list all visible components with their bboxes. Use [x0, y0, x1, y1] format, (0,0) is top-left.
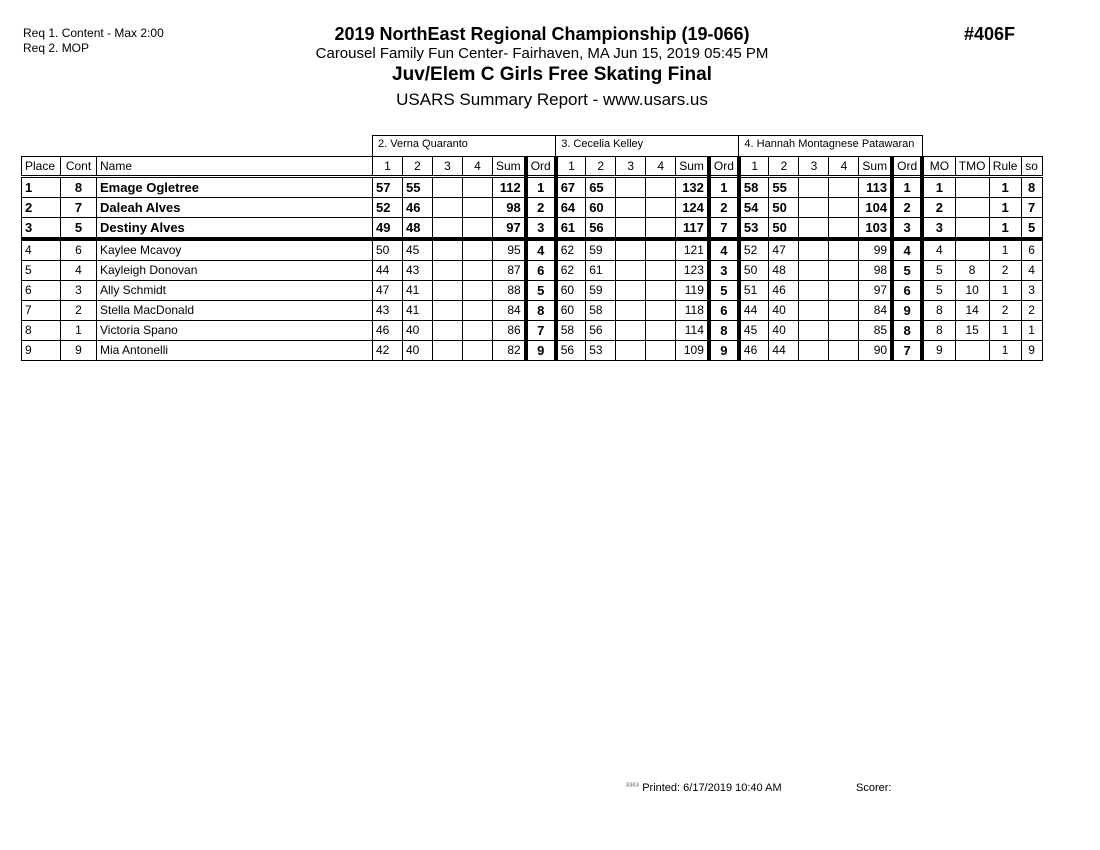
judge-2-score-3-cell	[616, 301, 646, 321]
results-table	[21, 135, 1043, 361]
judge-3-score-1-cell: 51	[739, 281, 769, 301]
judge-3-ordinal-cell: 6	[892, 281, 922, 301]
judge-2-ordinal-cell: 3	[709, 261, 739, 281]
judge-3-sum-cell: 113	[859, 177, 892, 198]
contestant-number-cell: 4	[61, 261, 97, 281]
judge-3-sum-cell: 104	[859, 198, 892, 218]
judge-2-score-3-cell	[616, 218, 646, 240]
judge-1-ordinal-cell: 7	[526, 321, 556, 341]
judge-3-score-1-cell: 52	[739, 239, 769, 261]
venue-date: Carousel Family Fun Center- Fairhaven, MA Jun 15, 2019 05:45 PM	[315, 45, 769, 62]
judge-2-score-3-cell	[616, 321, 646, 341]
judge-2-ordinal-cell: 5	[709, 281, 739, 301]
skater-name-cell: Emage Ogletree	[97, 177, 373, 198]
judge-1-score-3-cell	[433, 218, 463, 240]
judge-3-ordinal-cell: 2	[892, 198, 922, 218]
so-cell: 7	[1021, 198, 1042, 218]
place-cell: 8	[22, 321, 61, 341]
col-j1-3: 3	[433, 157, 463, 177]
judge-2-score-1-cell: 64	[556, 198, 586, 218]
tiny-code: 3303	[626, 782, 640, 789]
mo-cell: 5	[922, 261, 955, 281]
judge-3-sum-cell: 98	[859, 261, 892, 281]
table-row	[22, 281, 1043, 301]
mo-cell: 9	[922, 341, 955, 361]
judge-3-score-2-cell: 40	[769, 301, 799, 321]
judge-2-ordinal-cell: 1	[709, 177, 739, 198]
contestant-number-cell: 6	[61, 239, 97, 261]
judge-3-score-1-cell: 53	[739, 218, 769, 240]
so-cell: 5	[1021, 218, 1042, 240]
col-j1-sum: Sum	[493, 157, 526, 177]
judge-3-score-3-cell	[799, 177, 829, 198]
judge-1-score-2-cell: 45	[403, 239, 433, 261]
judge-2-score-4-cell	[646, 261, 676, 281]
col-tmo: TMO	[955, 157, 989, 177]
judge-1-score-4-cell	[463, 341, 493, 361]
judge-2-score-2-cell: 56	[586, 321, 616, 341]
judge-1-score-2-cell: 40	[403, 341, 433, 361]
judge-3-score-4-cell	[829, 198, 859, 218]
so-cell: 1	[1021, 321, 1042, 341]
place-cell: 2	[22, 198, 61, 218]
judge-3-ordinal-cell: 9	[892, 301, 922, 321]
judge-2-score-2-cell: 60	[586, 198, 616, 218]
judge-2-score-4-cell	[646, 321, 676, 341]
judge-1-score-1-cell: 49	[373, 218, 403, 240]
contestant-number-cell: 9	[61, 341, 97, 361]
judge-2-score-1-cell: 61	[556, 218, 586, 240]
place-cell: 5	[22, 261, 61, 281]
judge-3-score-3-cell	[799, 239, 829, 261]
requirement-1: Req 1. Content - Max 2:00	[23, 26, 164, 40]
judge-2-score-2-cell: 59	[586, 281, 616, 301]
skater-name-cell: Victoria Spano	[97, 321, 373, 341]
judge-1-score-3-cell	[433, 198, 463, 218]
judge-2-score-4-cell	[646, 341, 676, 361]
judge-2-score-2-cell: 58	[586, 301, 616, 321]
column-header-row	[22, 157, 1043, 177]
requirement-2: Req 2. MOP	[23, 41, 90, 55]
place-cell: 6	[22, 281, 61, 301]
judge-2-score-3-cell	[616, 177, 646, 198]
judge-3-sum-cell: 99	[859, 239, 892, 261]
tmo-cell	[955, 218, 989, 240]
rule-cell: 1	[989, 341, 1021, 361]
mo-cell: 2	[922, 198, 955, 218]
place-cell: 9	[22, 341, 61, 361]
judge-3-score-2-cell: 50	[769, 218, 799, 240]
judge-1-ordinal-cell: 5	[526, 281, 556, 301]
judge-3-score-1-cell: 44	[739, 301, 769, 321]
contestant-number-cell: 5	[61, 218, 97, 240]
table-row	[22, 301, 1043, 321]
mo-cell: 1	[922, 177, 955, 198]
judge-1-score-3-cell	[433, 261, 463, 281]
judge-3-score-2-cell: 44	[769, 341, 799, 361]
col-j1-1: 1	[373, 157, 403, 177]
judge-1-score-1-cell: 47	[373, 281, 403, 301]
judge-3-score-4-cell	[829, 321, 859, 341]
place-cell: 7	[22, 301, 61, 321]
judge-2-sum-cell: 123	[676, 261, 709, 281]
judge-3-score-4-cell	[829, 281, 859, 301]
col-j1-4: 4	[463, 157, 493, 177]
tmo-cell	[955, 177, 989, 198]
judge-1-score-4-cell	[463, 239, 493, 261]
judge-header-1: 2. Verna Quaranto	[373, 136, 556, 157]
judge-2-sum-cell: 132	[676, 177, 709, 198]
judge-3-score-2-cell: 46	[769, 281, 799, 301]
judge-2-score-4-cell	[646, 177, 676, 198]
judge-3-score-1-cell: 58	[739, 177, 769, 198]
judge-2-score-1-cell: 56	[556, 341, 586, 361]
judge-3-score-2-cell: 48	[769, 261, 799, 281]
judge-2-score-3-cell	[616, 198, 646, 218]
col-rule: Rule	[989, 157, 1021, 177]
event-code: #406F	[964, 24, 1016, 44]
judge-2-ordinal-cell: 7	[709, 218, 739, 240]
judge-1-score-1-cell: 43	[373, 301, 403, 321]
skater-name-cell: Ally Schmidt	[97, 281, 373, 301]
judge-1-sum-cell: 82	[493, 341, 526, 361]
judge-1-sum-cell: 86	[493, 321, 526, 341]
so-cell: 2	[1021, 301, 1042, 321]
judge-3-sum-cell: 90	[859, 341, 892, 361]
so-cell: 6	[1021, 239, 1042, 261]
judge-3-score-2-cell: 55	[769, 177, 799, 198]
judge-3-ordinal-cell: 4	[892, 239, 922, 261]
judge-1-score-3-cell	[433, 341, 463, 361]
col-j3-1: 1	[739, 157, 769, 177]
judge-1-ordinal-cell: 8	[526, 301, 556, 321]
so-cell: 3	[1021, 281, 1042, 301]
judge-3-score-4-cell	[829, 177, 859, 198]
tmo-cell	[955, 239, 989, 261]
judge-2-sum-cell: 121	[676, 239, 709, 261]
tmo-cell: 15	[955, 321, 989, 341]
place-cell: 3	[22, 218, 61, 240]
skater-name-cell: Kayleigh Donovan	[97, 261, 373, 281]
table-row	[22, 261, 1043, 281]
col-j2-ord: Ord	[709, 157, 739, 177]
judge-3-score-3-cell	[799, 198, 829, 218]
table-row	[22, 341, 1043, 361]
judge-2-score-4-cell	[646, 239, 676, 261]
judge-3-sum-cell: 84	[859, 301, 892, 321]
judge-2-score-4-cell	[646, 281, 676, 301]
col-j2-2: 2	[586, 157, 616, 177]
judge-1-score-2-cell: 48	[403, 218, 433, 240]
col-name: Name	[97, 157, 373, 177]
judge-2-score-1-cell: 60	[556, 281, 586, 301]
judge-1-ordinal-cell: 2	[526, 198, 556, 218]
judge-2-sum-cell: 124	[676, 198, 709, 218]
judge-1-score-3-cell	[433, 239, 463, 261]
judge-2-score-3-cell	[616, 261, 646, 281]
judge-1-score-1-cell: 42	[373, 341, 403, 361]
printed-timestamp: Printed: 6/17/2019 10:40 AM	[642, 782, 782, 794]
table-row	[22, 218, 1043, 240]
col-place: Place	[22, 157, 61, 177]
contestant-number-cell: 3	[61, 281, 97, 301]
judge-2-sum-cell: 114	[676, 321, 709, 341]
judge-1-score-3-cell	[433, 301, 463, 321]
judge-1-sum-cell: 98	[493, 198, 526, 218]
report-title: USARS Summary Report - www.usars.us	[396, 90, 708, 109]
judge-1-score-1-cell: 50	[373, 239, 403, 261]
judge-1-score-2-cell: 41	[403, 281, 433, 301]
judge-1-score-2-cell: 55	[403, 177, 433, 198]
judge-3-score-4-cell	[829, 218, 859, 240]
col-j3-2: 2	[769, 157, 799, 177]
judge-3-ordinal-cell: 3	[892, 218, 922, 240]
table-row	[22, 321, 1043, 341]
tmo-cell: 8	[955, 261, 989, 281]
judge-3-score-4-cell	[829, 261, 859, 281]
judge-2-score-2-cell: 59	[586, 239, 616, 261]
judge-2-ordinal-cell: 9	[709, 341, 739, 361]
judge-1-sum-cell: 95	[493, 239, 526, 261]
judge-3-ordinal-cell: 1	[892, 177, 922, 198]
judge-1-sum-cell: 87	[493, 261, 526, 281]
competition-title: 2019 NorthEast Regional Championship (19-066)	[334, 24, 750, 44]
rule-cell: 1	[989, 218, 1021, 240]
judge-2-score-2-cell: 53	[586, 341, 616, 361]
judge-3-score-1-cell: 54	[739, 198, 769, 218]
judge-3-score-1-cell: 50	[739, 261, 769, 281]
judge-3-score-1-cell: 45	[739, 321, 769, 341]
so-cell: 9	[1021, 341, 1042, 361]
skater-name-cell: Kaylee Mcavoy	[97, 239, 373, 261]
judge-3-score-4-cell	[829, 341, 859, 361]
judge-3-score-4-cell	[829, 301, 859, 321]
tmo-cell	[955, 198, 989, 218]
skater-name-cell: Destiny Alves	[97, 218, 373, 240]
judge-2-ordinal-cell: 6	[709, 301, 739, 321]
contestant-number-cell: 8	[61, 177, 97, 198]
judge-1-score-2-cell: 43	[403, 261, 433, 281]
judge-3-score-3-cell	[799, 341, 829, 361]
judge-2-score-3-cell	[616, 239, 646, 261]
skater-name-cell: Daleah Alves	[97, 198, 373, 218]
table-row	[22, 198, 1043, 218]
rule-cell: 2	[989, 301, 1021, 321]
table-row	[22, 239, 1043, 261]
judge-1-score-1-cell: 46	[373, 321, 403, 341]
judge-1-score-1-cell: 52	[373, 198, 403, 218]
col-so: so	[1021, 157, 1042, 177]
judge-2-score-1-cell: 60	[556, 301, 586, 321]
judge-1-score-4-cell	[463, 198, 493, 218]
judge-1-sum-cell: 84	[493, 301, 526, 321]
col-j2-1: 1	[556, 157, 586, 177]
col-j3-sum: Sum	[859, 157, 892, 177]
judge-1-score-3-cell	[433, 177, 463, 198]
so-cell: 8	[1021, 177, 1042, 198]
judge-3-sum-cell: 85	[859, 321, 892, 341]
contestant-number-cell: 7	[61, 198, 97, 218]
rule-cell: 1	[989, 198, 1021, 218]
judge-3-ordinal-cell: 8	[892, 321, 922, 341]
contestant-number-cell: 1	[61, 321, 97, 341]
rule-cell: 2	[989, 261, 1021, 281]
rule-cell: 1	[989, 321, 1021, 341]
mo-cell: 5	[922, 281, 955, 301]
judge-2-score-4-cell	[646, 301, 676, 321]
judge-3-ordinal-cell: 7	[892, 341, 922, 361]
judge-1-score-4-cell	[463, 321, 493, 341]
scorer-label: Scorer:	[856, 782, 892, 794]
tmo-cell: 10	[955, 281, 989, 301]
judge-1-ordinal-cell: 3	[526, 218, 556, 240]
judge-1-score-2-cell: 41	[403, 301, 433, 321]
col-j1-2: 2	[403, 157, 433, 177]
col-j2-4: 4	[646, 157, 676, 177]
judge-2-ordinal-cell: 8	[709, 321, 739, 341]
judge-2-score-1-cell: 62	[556, 261, 586, 281]
judge-3-score-3-cell	[799, 218, 829, 240]
judge-1-sum-cell: 97	[493, 218, 526, 240]
rule-cell: 1	[989, 281, 1021, 301]
col-cont: Cont	[61, 157, 97, 177]
skater-name-cell: Mia Antonelli	[97, 341, 373, 361]
judge-3-score-1-cell: 46	[739, 341, 769, 361]
judge-1-score-4-cell	[463, 281, 493, 301]
col-j3-4: 4	[829, 157, 859, 177]
judge-3-score-4-cell	[829, 239, 859, 261]
judge-2-sum-cell: 109	[676, 341, 709, 361]
judge-2-sum-cell: 119	[676, 281, 709, 301]
judge-2-score-1-cell: 67	[556, 177, 586, 198]
col-j2-3: 3	[616, 157, 646, 177]
judge-2-score-2-cell: 61	[586, 261, 616, 281]
judge-3-sum-cell: 97	[859, 281, 892, 301]
tmo-cell	[955, 341, 989, 361]
judge-3-score-2-cell: 47	[769, 239, 799, 261]
judge-1-score-3-cell	[433, 281, 463, 301]
event-title: Juv/Elem C Girls Free Skating Final	[392, 64, 712, 85]
judge-1-score-2-cell: 46	[403, 198, 433, 218]
judge-2-score-1-cell: 58	[556, 321, 586, 341]
judge-2-sum-cell: 117	[676, 218, 709, 240]
col-mo: MO	[922, 157, 955, 177]
judge-2-score-4-cell	[646, 218, 676, 240]
judge-1-ordinal-cell: 4	[526, 239, 556, 261]
judge-1-sum-cell: 112	[493, 177, 526, 198]
judge-1-ordinal-cell: 9	[526, 341, 556, 361]
mo-cell: 3	[922, 218, 955, 240]
judge-3-ordinal-cell: 5	[892, 261, 922, 281]
tmo-cell: 14	[955, 301, 989, 321]
judge-3-score-2-cell: 50	[769, 198, 799, 218]
judge-2-score-2-cell: 56	[586, 218, 616, 240]
judge-2-sum-cell: 118	[676, 301, 709, 321]
judge-3-score-3-cell	[799, 261, 829, 281]
judge-3-score-3-cell	[799, 301, 829, 321]
judge-2-ordinal-cell: 2	[709, 198, 739, 218]
judge-1-score-2-cell: 40	[403, 321, 433, 341]
judge-1-score-1-cell: 57	[373, 177, 403, 198]
contestant-number-cell: 2	[61, 301, 97, 321]
judge-3-score-3-cell	[799, 281, 829, 301]
judge-2-score-3-cell	[616, 281, 646, 301]
col-j3-ord: Ord	[892, 157, 922, 177]
col-j2-sum: Sum	[676, 157, 709, 177]
mo-cell: 8	[922, 301, 955, 321]
judge-2-score-2-cell: 65	[586, 177, 616, 198]
judge-2-score-1-cell: 62	[556, 239, 586, 261]
judge-3-sum-cell: 103	[859, 218, 892, 240]
judge-2-score-4-cell	[646, 198, 676, 218]
rule-cell: 1	[989, 239, 1021, 261]
judge-1-score-4-cell	[463, 177, 493, 198]
col-j1-ord: Ord	[526, 157, 556, 177]
judge-1-score-1-cell: 44	[373, 261, 403, 281]
judge-1-score-4-cell	[463, 218, 493, 240]
mo-cell: 8	[922, 321, 955, 341]
table-row	[22, 177, 1043, 198]
judge-3-score-3-cell	[799, 321, 829, 341]
col-j3-3: 3	[799, 157, 829, 177]
judge-1-score-4-cell	[463, 261, 493, 281]
judge-1-ordinal-cell: 6	[526, 261, 556, 281]
judge-2-score-3-cell	[616, 341, 646, 361]
skater-name-cell: Stella MacDonald	[97, 301, 373, 321]
rule-cell: 1	[989, 177, 1021, 198]
printed-info	[626, 782, 782, 794]
judge-1-ordinal-cell: 1	[526, 177, 556, 198]
so-cell: 4	[1021, 261, 1042, 281]
judge-3-score-2-cell: 40	[769, 321, 799, 341]
judge-header-3: 4. Hannah Montagnese Patawaran	[739, 136, 922, 157]
mo-cell: 4	[922, 239, 955, 261]
judge-1-score-3-cell	[433, 321, 463, 341]
judge-2-ordinal-cell: 4	[709, 239, 739, 261]
place-cell: 1	[22, 177, 61, 198]
place-cell: 4	[22, 239, 61, 261]
judge-header-2: 3. Cecelia Kelley	[556, 136, 739, 157]
judge-1-score-4-cell	[463, 301, 493, 321]
judge-1-sum-cell: 88	[493, 281, 526, 301]
